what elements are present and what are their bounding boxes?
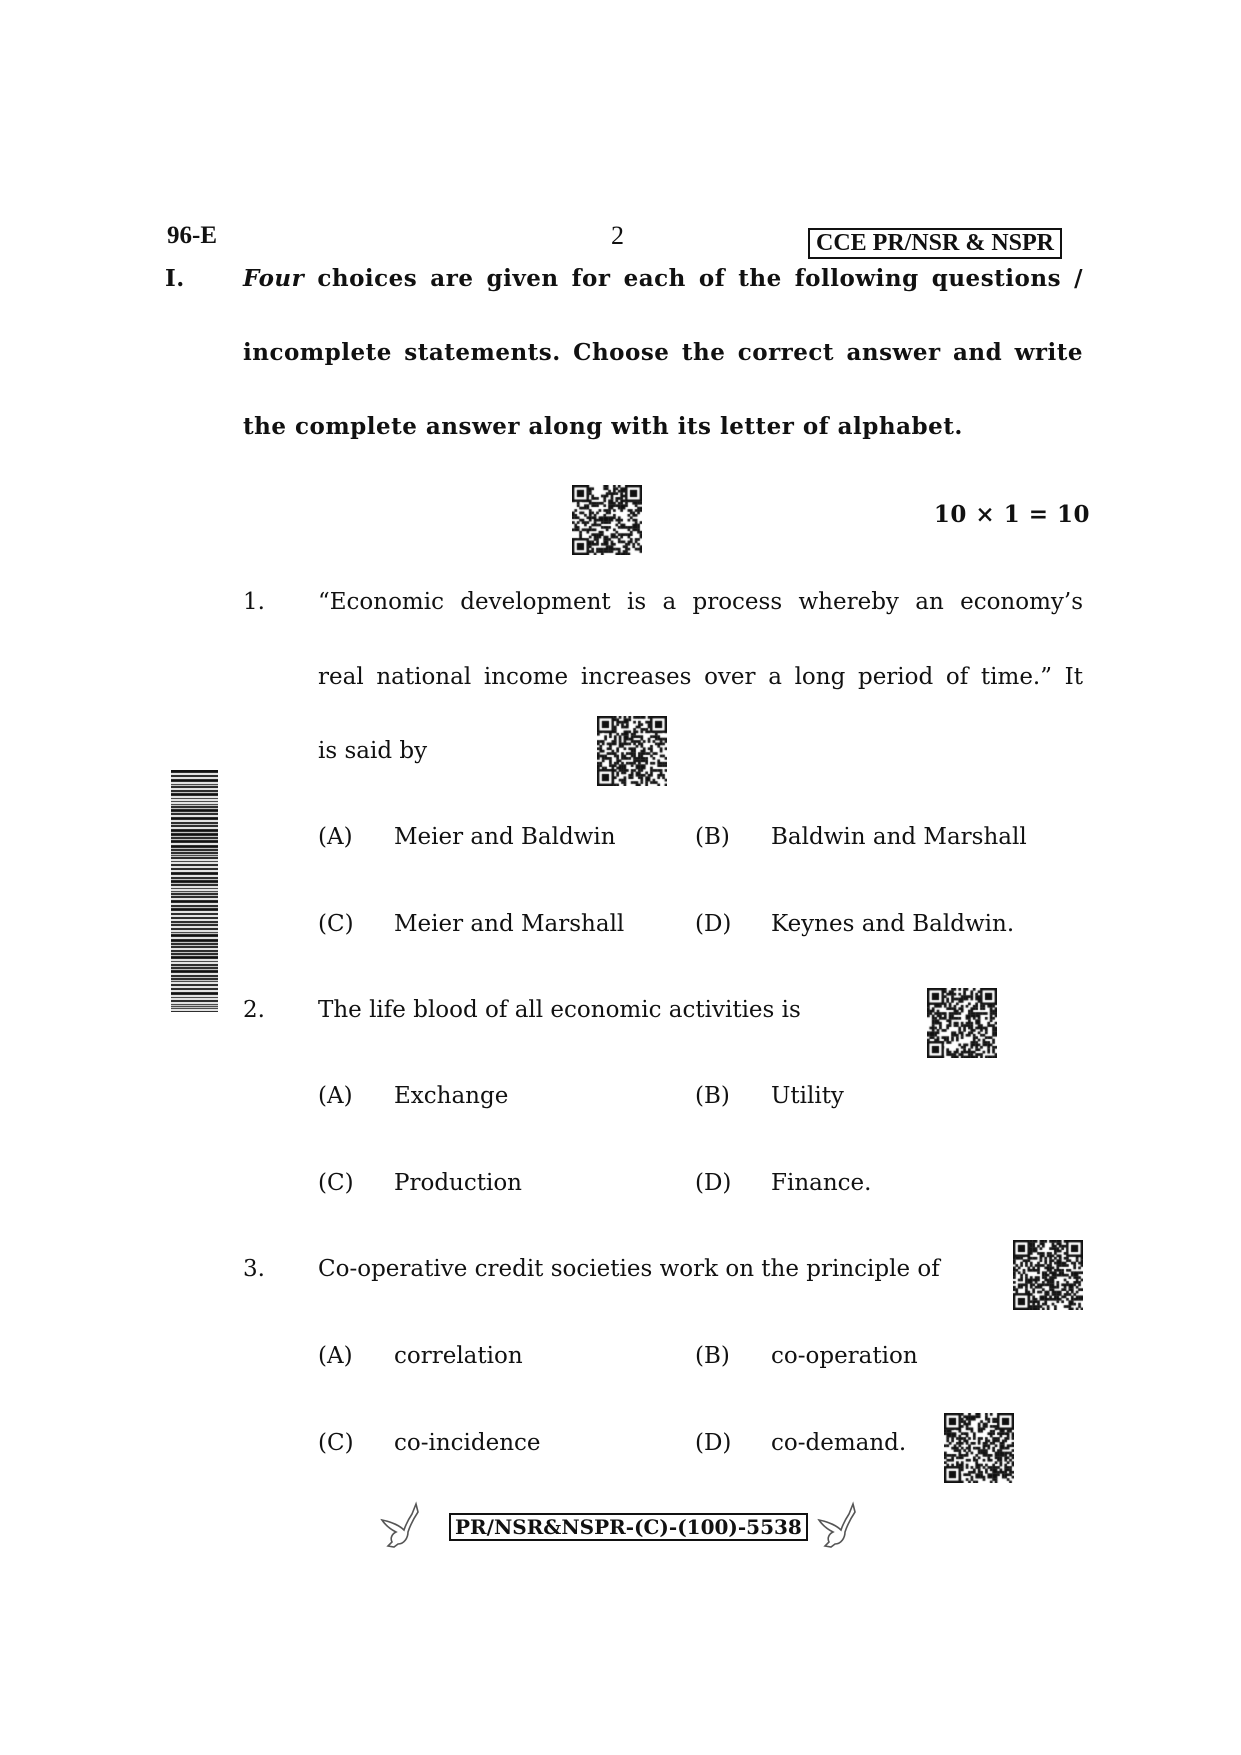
option-text: Exchange: [394, 1083, 509, 1109]
section-number: I.: [165, 265, 185, 292]
option-text: Meier and Baldwin: [394, 824, 616, 850]
question-text: real national income increases over a long period of time.” It: [318, 664, 1083, 690]
option-letter: (A): [318, 1343, 353, 1369]
option-letter: (B): [695, 1083, 730, 1109]
option-text: Meier and Marshall: [394, 911, 625, 937]
qr-code: [597, 716, 667, 786]
option-text: Baldwin and Marshall: [771, 824, 1027, 850]
question-text: is said by: [318, 738, 428, 764]
question-text: “Economic development is a process whereby an economy’s: [318, 589, 1083, 615]
option-letter: (C): [318, 1170, 354, 1196]
qr-code: [927, 988, 997, 1058]
instruction-line-1: [243, 265, 1083, 292]
option-text: Production: [394, 1170, 522, 1196]
instruction-text: choices are given for each of the following questions /: [304, 265, 1083, 292]
option-text: correlation: [394, 1343, 523, 1369]
qr-code: [944, 1413, 1014, 1483]
instruction-emphasis: Four: [243, 265, 305, 292]
question-number: 1.: [243, 589, 265, 615]
dove-icon: [378, 1500, 424, 1552]
option-text: Utility: [771, 1083, 844, 1109]
option-text: co-operation: [771, 1343, 918, 1369]
question-text: Co-operative credit societies work on the principle of: [318, 1256, 940, 1282]
footer-code: PR/NSR&NSPR-(C)-(100)-5538: [449, 1513, 808, 1541]
question-number: 3.: [243, 1256, 265, 1282]
option-letter: (C): [318, 911, 354, 937]
option-letter: (A): [318, 1083, 353, 1109]
option-letter: (D): [695, 911, 732, 937]
question-number: 2.: [243, 997, 265, 1023]
instruction-line-2: incomplete statements. Choose the correct answer and write: [243, 339, 1083, 366]
option-letter: (D): [695, 1170, 732, 1196]
option-text: co-incidence: [394, 1430, 541, 1456]
instruction-line-3: the complete answer along with its letter of alphabet.: [243, 413, 963, 440]
question-text: The life blood of all economic activities is: [318, 997, 801, 1023]
option-letter: (B): [695, 824, 730, 850]
dove-icon: [815, 1500, 861, 1552]
option-text: Keynes and Baldwin.: [771, 911, 1015, 937]
option-text: Finance.: [771, 1170, 872, 1196]
option-letter: (D): [695, 1430, 732, 1456]
page-number: 2: [611, 221, 624, 250]
option-text: co-demand.: [771, 1430, 907, 1456]
barcode: [171, 770, 218, 1012]
qr-code: [1013, 1240, 1083, 1310]
paper-code: 96-E: [167, 222, 217, 249]
option-letter: (C): [318, 1430, 354, 1456]
option-letter: (A): [318, 824, 353, 850]
option-letter: (B): [695, 1343, 730, 1369]
marks-label: 10 × 1 = 10: [933, 501, 1090, 528]
qr-code: [572, 485, 642, 555]
series-label: CCE PR/NSR & NSPR: [808, 228, 1062, 259]
